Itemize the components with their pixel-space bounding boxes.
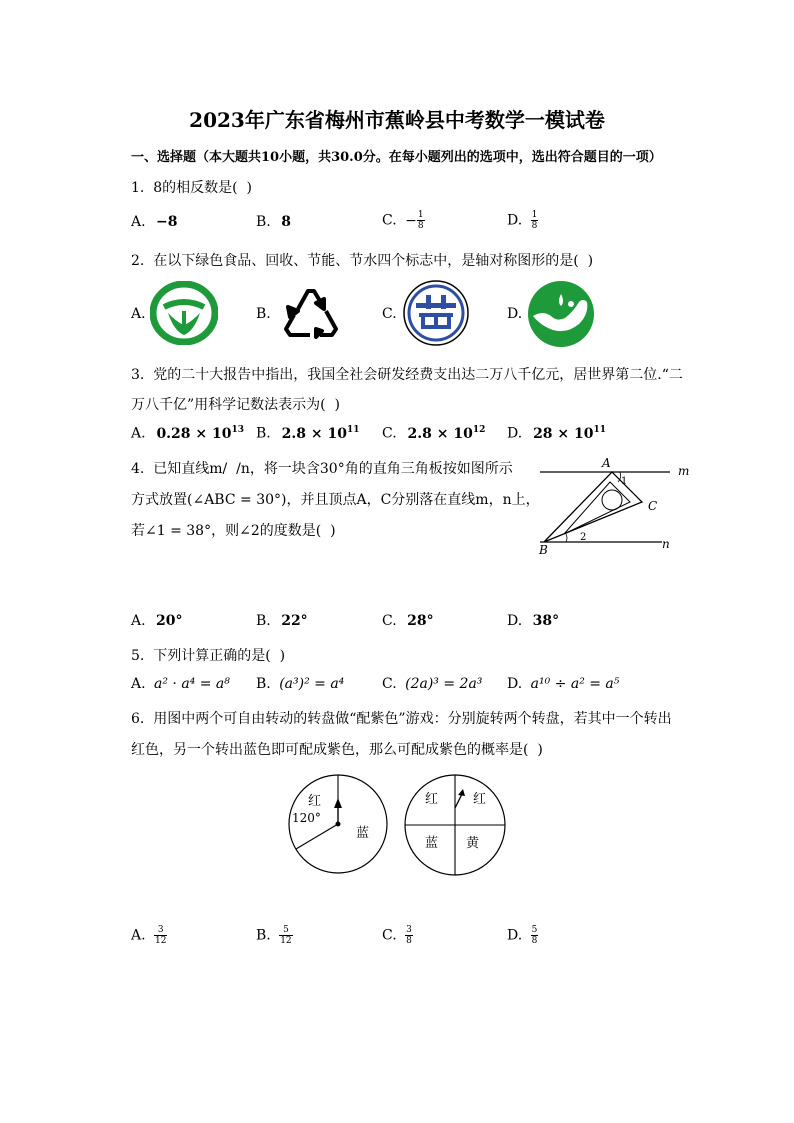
option-value: −8	[156, 214, 178, 230]
option-label: C.	[382, 425, 397, 442]
q4-option-a[interactable]	[131, 613, 183, 629]
q6-option-b[interactable]	[256, 925, 293, 946]
option-label: C.	[382, 613, 397, 629]
angle-120-label: 120°	[292, 811, 321, 825]
question-2-stem: 2. 在以下绿色食品、回收、节能、节水四个标志中，是轴对称图形的是( )	[131, 253, 594, 269]
label-b: B	[539, 543, 548, 557]
right-red-label-1: 红	[425, 792, 439, 807]
right-spinner	[405, 775, 505, 875]
option-value: 22°	[281, 613, 308, 629]
label-c: C	[648, 499, 658, 513]
option-label: B.	[256, 214, 271, 230]
option-base: 2.8 × 10	[281, 425, 347, 442]
question-3-line-1: 3. 党的二十大报告中指出，我国全社会研发经费支出达二万八千亿元，居世界第二位.“二	[131, 367, 683, 383]
option-expression: a² · a⁴ = a⁸	[154, 676, 230, 692]
option-label: A.	[131, 613, 146, 629]
option-label: C.	[382, 927, 397, 944]
option-exponent: 12	[472, 425, 486, 435]
q4-option-d[interactable]	[507, 613, 559, 629]
energy-saving-logo-icon	[401, 279, 471, 347]
question-4-line-2: 方式放置(∠ABC = 30°)，并且顶点A，C分别落在直线m，n上，	[131, 492, 540, 508]
option-label: A.	[131, 214, 146, 230]
option-label: C.	[382, 212, 397, 229]
section-heading: 一、选择题（本大题共10小题，共30.0分。在每小题列出的选项中，选出符合题目的一项）	[131, 150, 662, 165]
q3-option-c[interactable]	[382, 425, 485, 442]
q1-option-d[interactable]	[507, 210, 538, 231]
question-6-line-1: 6. 用图中两个可自由转动的转盘做“配紫色”游戏：分别旋转两个转盘，若其中一个转出	[131, 711, 672, 727]
left-spinner	[289, 775, 387, 873]
option-value: 38°	[532, 613, 560, 629]
q4-option-b[interactable]	[256, 613, 308, 629]
exam-title: 2023年广东省梅州市蕉岭县中考数学一模试卷	[189, 108, 605, 132]
angle-2-label: 2	[580, 532, 587, 543]
option-exponent: 11	[346, 425, 360, 435]
q5-option-c[interactable]	[382, 676, 482, 692]
q2-option-a-label[interactable]: A.	[131, 306, 146, 322]
right-yellow-label: 黄	[466, 836, 480, 851]
option-label: D.	[507, 676, 523, 692]
q2-option-c-label[interactable]: C.	[382, 306, 397, 322]
option-base: 28 × 10	[533, 425, 594, 442]
right-blue-label: 蓝	[425, 836, 439, 851]
option-label: A.	[131, 425, 146, 442]
option-label: B.	[256, 613, 271, 629]
label-m: m	[678, 464, 690, 478]
left-blue-label: 蓝	[356, 826, 370, 841]
q6-option-c[interactable]	[382, 925, 413, 946]
q5-option-a[interactable]	[131, 676, 230, 692]
option-exponent: 13	[231, 425, 245, 435]
option-label: D.	[507, 613, 523, 629]
option-base: 0.28 × 10	[156, 425, 232, 442]
option-label: D.	[507, 212, 523, 229]
question-3-line-2: 万八千亿”用科学记数法表示为( )	[131, 397, 340, 413]
option-expression: (2a)³ = 2a³	[405, 676, 483, 692]
option-expression: (a³)² = a⁴	[279, 676, 345, 692]
fraction: $\frac{1}{8}$	[531, 210, 538, 231]
q3-option-d[interactable]	[507, 425, 606, 442]
option-value: 8	[281, 214, 291, 230]
option-exponent: 11	[593, 425, 607, 435]
option-label: B.	[256, 927, 271, 944]
label-a: A	[602, 456, 611, 470]
q2-option-b-label[interactable]: B.	[256, 306, 271, 322]
green-food-logo-icon	[150, 281, 218, 345]
option-label: B.	[256, 676, 271, 692]
fraction: $\frac{3}{8}$	[406, 925, 412, 946]
q1-option-b[interactable]	[256, 214, 291, 230]
q6-option-d[interactable]	[507, 925, 538, 946]
q1-option-a[interactable]	[131, 214, 178, 230]
spinners-figure	[284, 768, 524, 884]
question-5-stem: 5. 下列计算正确的是( )	[131, 648, 286, 664]
water-saving-logo-icon	[527, 280, 595, 348]
angle-1-label: 1	[621, 476, 628, 487]
option-value: 20°	[156, 613, 183, 629]
q5-option-b[interactable]	[256, 676, 344, 692]
fraction: $\frac{3}{12}$	[155, 925, 167, 946]
label-n: n	[662, 537, 670, 551]
question-1-stem: 1. 8的相反数是( )	[131, 180, 252, 196]
minus-sign: −	[405, 212, 417, 229]
recycle-logo-icon	[276, 281, 344, 345]
q3-option-b[interactable]	[256, 425, 359, 442]
q3-option-a[interactable]	[131, 425, 244, 442]
q6-option-a[interactable]	[131, 925, 167, 946]
parallel-lines-triangle-figure	[530, 452, 700, 560]
option-label: D.	[507, 927, 523, 944]
option-label: B.	[256, 425, 271, 442]
question-6-line-2: 红色，另一个转出蓝色即可配成紫色，那么可配成紫色的概率是( )	[131, 742, 543, 758]
fraction: $\frac{1}{8}$	[417, 210, 424, 231]
option-label: A.	[131, 676, 146, 692]
option-base: 2.8 × 10	[407, 425, 473, 442]
q5-option-d[interactable]	[507, 676, 619, 692]
option-value: 28°	[407, 613, 434, 629]
left-red-label: 红	[308, 794, 322, 809]
q1-option-c[interactable]	[382, 210, 425, 231]
fraction: $\frac{5}{8}$	[531, 925, 538, 946]
fraction: $\frac{5}{12}$	[280, 925, 292, 946]
question-4-line-1: 4. 已知直线m/ /n，将一块含30°角的直角三角板按如图所示	[131, 461, 513, 477]
q4-option-c[interactable]	[382, 613, 434, 629]
option-label: A.	[131, 927, 146, 944]
q2-option-d-label[interactable]: D.	[507, 306, 523, 322]
question-4-line-3: 若∠1 = 38°，则∠2的度数是( )	[131, 523, 336, 539]
option-expression: a¹⁰ ÷ a² = a⁵	[530, 676, 620, 692]
option-label: D.	[507, 425, 523, 442]
right-red-label-2: 红	[473, 792, 487, 807]
option-label: C.	[382, 676, 397, 692]
